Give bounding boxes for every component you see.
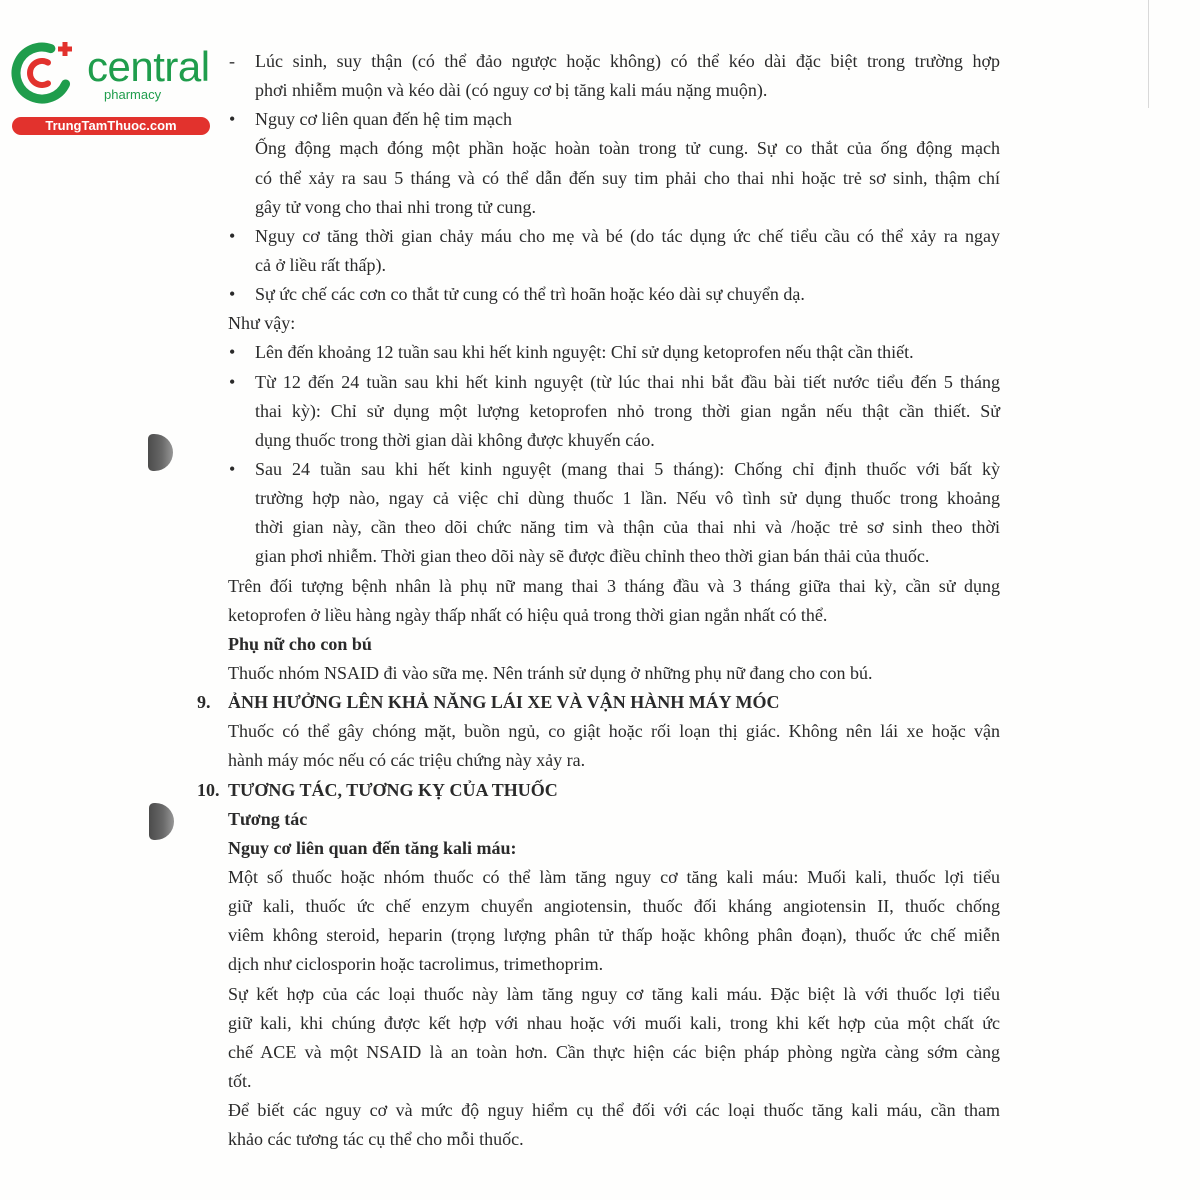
paragraph-line: Để biết các nguy cơ và mức độ nguy hiểm cụ thể đối với các loại thuốc tăng kali máu, cần tham	[228, 1100, 1000, 1121]
list-item-line: dụng thuốc trong thời gian dài không được khuyến cáo.	[255, 429, 655, 450]
paragraph-line: Một số thuốc hoặc nhóm thuốc có thể làm tăng nguy cơ tăng kali máu: Muối kali, thuốc lợi tiểu	[228, 866, 1000, 887]
text-line	[0, 1125, 1200, 1154]
text-line	[0, 105, 1200, 134]
text-line	[0, 134, 1200, 163]
list-item-line: Ống động mạch đóng một phần hoặc hoàn toàn trong tử cung. Sự co thắt của ống động mạch	[255, 138, 1000, 159]
list-item-line: Sau 24 tuần sau khi hết kinh nguyệt (mang thai 5 tháng): Chống chỉ định thuốc với bất kỳ	[255, 458, 1000, 479]
paragraph-line: Sự kết hợp của các loại thuốc này làm tăng nguy cơ tăng kali máu. Đặc biệt là với thuốc lợi tiểu	[228, 983, 1000, 1004]
paragraph-line: Thuốc nhóm NSAID đi vào sữa mẹ. Nên tránh sử dụng ở những phụ nữ đang cho con bú.	[228, 662, 873, 683]
text-line	[0, 280, 1200, 309]
list-item-line: Từ 12 đến 24 tuần sau khi hết kinh nguyệt (từ lúc thai nhi bắt đầu bài tiết nước tiểu đến 5 tháng	[255, 371, 1000, 392]
paragraph-line: Như vậy:	[228, 313, 296, 334]
text-line	[0, 338, 1200, 367]
list-item-line: Nguy cơ tăng thời gian chảy máu cho mẹ và bé (do tác dụng ức chế tiểu cầu có thể xảy ra ngay	[255, 225, 1000, 246]
dash-marker: -	[229, 51, 235, 71]
paragraph-line: ketoprofen ở liều hàng ngày thấp nhất có hiệu quả trong thời gian ngắn nhất có thể.	[228, 604, 828, 625]
bullet-marker: •	[229, 342, 236, 363]
bullet-marker: •	[229, 458, 236, 479]
text-line	[0, 455, 1200, 484]
list-item-line: Lúc sinh, suy thận (có thể đảo ngược hoặc không) có thể kéo dài đặc biệt trong trường hợp	[255, 51, 1000, 71]
section-heading-number: 10.	[197, 779, 220, 800]
brand-name: central	[87, 43, 210, 90]
subheading: Tương tác	[228, 808, 308, 829]
subheading: Nguy cơ liên quan đến tăng kali máu:	[228, 837, 517, 858]
paragraph-line: giữ kali, khi chúng được kết hợp với nhau hoặc với muối kali, trong khi kết hợp của một chất ức	[228, 1012, 1000, 1033]
list-item-line: thai kỳ): Chỉ sử dụng một lượng ketoprofen nhỏ trong thời gian ngắn nếu thật cần thiết. Sử	[255, 400, 1000, 421]
text-line	[0, 1096, 1200, 1125]
list-item-line: Lên đến khoảng 12 tuần sau khi hết kinh nguyệt: Chỉ sử dụng ketoprofen nếu thật cần thiết.	[255, 342, 914, 363]
text-line	[0, 251, 1200, 280]
text-line	[0, 659, 1200, 688]
brand-tagline: pharmacy	[104, 87, 162, 102]
list-item-line: phơi nhiễm muộn và kéo dài (có nguy cơ bị tăng kali máu nặng muộn).	[255, 80, 768, 101]
list-item-line: Nguy cơ liên quan đến hệ tim mạch	[255, 109, 512, 130]
text-line	[0, 834, 1200, 863]
text-line	[0, 368, 1200, 397]
text-line	[0, 601, 1200, 630]
paragraph-line: Trên đối tượng bệnh nhân là phụ nữ mang thai 3 tháng đầu và 3 tháng giữa thai kỳ, cần sử dụng	[228, 575, 1000, 596]
text-line	[0, 717, 1200, 746]
paragraph-line: chế ACE và một NSAID là an toàn hơn. Cần thực hiện các biện pháp phòng ngừa càng sớm càng	[228, 1041, 1000, 1062]
text-line	[0, 921, 1200, 950]
subheading: Phụ nữ cho con bú	[228, 633, 372, 654]
text-line	[0, 688, 1200, 717]
paragraph-line: Thuốc có thể gây chóng mặt, buồn ngủ, co giật hoặc rối loạn thị giác. Không nên lái xe hoặc vận	[228, 721, 1000, 742]
text-line	[0, 776, 1200, 805]
paragraph-line: dịch như ciclosporin hoặc tacrolimus, trimethoprim.	[228, 954, 604, 975]
bullet-marker: •	[229, 225, 236, 246]
text-line	[0, 863, 1200, 892]
text-line	[0, 1038, 1200, 1067]
section-heading-title: TƯƠNG TÁC, TƯƠNG KỴ CỦA THUỐC	[228, 779, 558, 800]
list-item-line: cả ở liều rất thấp).	[255, 254, 386, 275]
bullet-marker: •	[229, 284, 236, 305]
text-line	[0, 164, 1200, 193]
text-line	[0, 513, 1200, 542]
paragraph-line: khảo các tương tác cụ thể cho mỗi thuốc.	[228, 1129, 524, 1150]
text-line	[0, 47, 1200, 76]
list-item-line: Sự ức chế các cơn co thắt tử cung có thể trì hoãn hoặc kéo dài sự chuyển dạ.	[255, 284, 805, 305]
paragraph-line: giữ kali, thuốc ức chế enzym chuyển angiotensin, thuốc đối kháng angiotensin II, thuốc chống	[228, 896, 1000, 917]
section-heading-number: 9.	[197, 692, 211, 713]
text-line	[0, 397, 1200, 426]
list-item-line: có thể xảy ra sau 5 tháng và có thể dẫn đến suy tim phải cho thai nhi hoặc trẻ sơ sinh, thậm chí	[255, 167, 1000, 188]
list-item-line: gian phơi nhiễm. Thời gian theo dõi này sẽ được điều chỉnh theo thời gian bán thải của thuốc.	[255, 546, 930, 567]
text-line	[0, 746, 1200, 775]
text-line	[0, 76, 1200, 105]
paragraph-line: tốt.	[228, 1070, 252, 1091]
text-line	[0, 572, 1200, 601]
text-line	[0, 542, 1200, 571]
text-line	[0, 630, 1200, 659]
text-line	[0, 892, 1200, 921]
text-line	[0, 484, 1200, 513]
text-line	[0, 426, 1200, 455]
text-line	[0, 222, 1200, 251]
text-line	[0, 193, 1200, 222]
text-line	[0, 1067, 1200, 1096]
text-line	[0, 950, 1200, 979]
bullet-marker: •	[229, 371, 236, 392]
document-body	[0, 43, 1200, 1154]
list-item-line: thời gian này, cần theo dõi chức năng tim và thận của thai nhi và /hoặc trẻ sơ sinh theo thời	[255, 517, 1000, 538]
text-line	[0, 309, 1200, 338]
text-line	[0, 980, 1200, 1009]
text-line	[0, 805, 1200, 834]
bullet-marker: •	[229, 109, 236, 130]
list-item-line: trường hợp nào, ngay cả việc chỉ dùng thuốc 1 lần. Nếu vô tình sử dụng thuốc trong khoảng	[255, 488, 1000, 509]
list-item-line: gây tử vong cho thai nhi trong tử cung.	[255, 196, 536, 217]
section-heading-title: ẢNH HƯỞNG LÊN KHẢ NĂNG LÁI XE VÀ VẬN HÀNH MÁY MÓC	[228, 692, 780, 713]
paragraph-line: viêm không steroid, heparin (trọng lượng phân tử thấp hoặc không phân đoạn), thuốc ức chế miễn	[228, 925, 1000, 946]
website-banner: TrungTamThuoc.com	[12, 117, 210, 135]
paragraph-line: hành máy móc nếu có các triệu chứng này xảy ra.	[228, 750, 586, 771]
text-line	[0, 1009, 1200, 1038]
